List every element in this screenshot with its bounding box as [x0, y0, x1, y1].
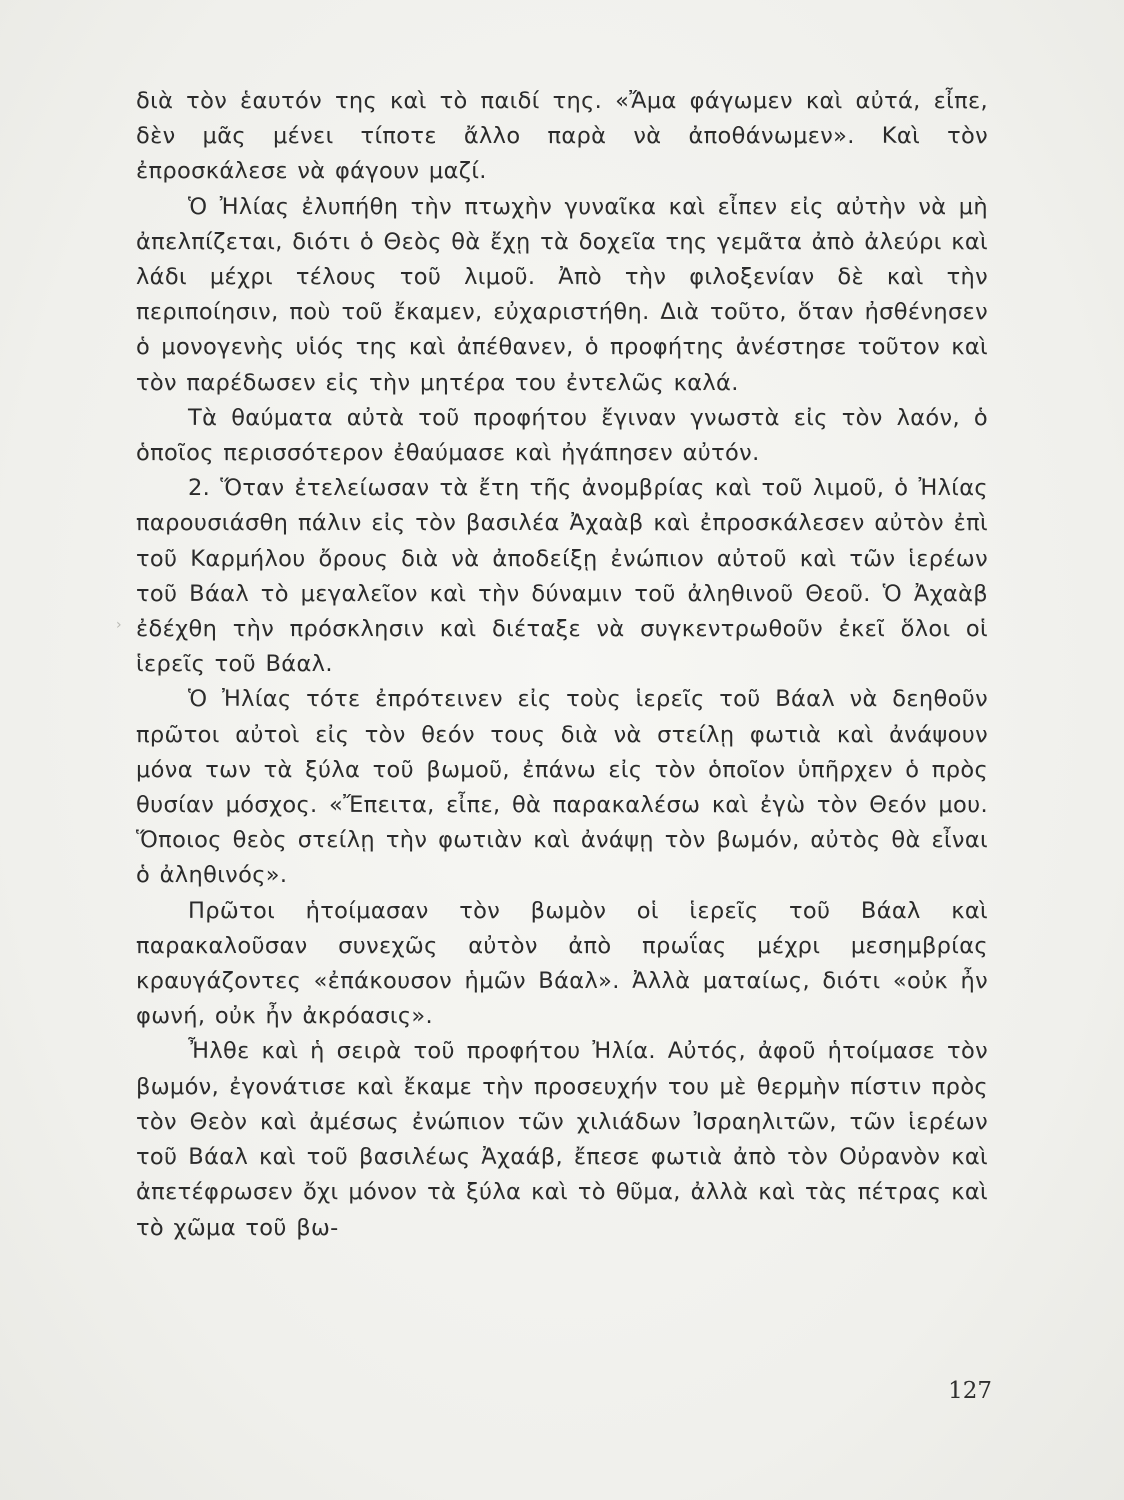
paragraph-mount-carmel: 2. Ὅταν ἐτελείωσαν τὰ ἔτη τῆς ἀνομβρίας καὶ τοῦ λιμοῦ, ὁ Ἠλίας παρουσιάσθη πάλιν εἰς τὸν βασιλέα Ἀχαὰβ καὶ ἐπροσκάλεσεν αὐτὸν ἐπὶ τοῦ Καρμήλου ὄρους διὰ νὰ ἀποδείξῃ ἐνώπιον αὐτοῦ καὶ τῶν ἱερέων τοῦ Βάαλ τὸ μεγαλεῖον καὶ τὴν δύναμιν τοῦ ἀληθινοῦ Θεοῦ. Ὁ Ἀχαὰβ ἐδέχθη τὴν πρόσκλησιν καὶ διέταξε νὰ συγκεντρωθοῦν ἐκεῖ ὅλοι οἱ ἱερεῖς τοῦ Βάαλ. [136, 475, 988, 678]
paragraph-miracles-known: Τὰ θαύματα αὐτὰ τοῦ προφήτου ἔγιναν γνωστὰ εἰς τὸν λαόν, ὁ ὁποῖος περισσότερον ἐθαύμασε καὶ ἠγάπησεν αὐτόν. [136, 404, 988, 467]
paragraph-elijah-prayer: Ἦλθε καὶ ἡ σειρὰ τοῦ προφήτου Ἠλία. Αὐτός, ἀφοῦ ἡτοίμασε τὸν βωμόν, ἐγονάτισε καὶ ἔκαμε τὴν προσευχήν του μὲ θερμὴν πίστιν πρὸς τὸν Θεὸν καὶ ἀμέσως ἐνώπιον τῶν χιλιάδων Ἰσραηλιτῶν, τῶν ἱερέων τοῦ Βάαλ καὶ τοῦ βασιλέως Ἀχαάβ, ἔπεσε φωτιὰ ἀπὸ τὸν Οὐρανὸν καὶ ἀπετέφρωσεν ὄχι μόνον τὰ ξύλα καὶ τὸ θῦμα, ἀλλὰ καὶ τὰς πέτρας καὶ τὸ χῶμα τοῦ βω- [136, 1038, 988, 1241]
page-number: 127 [948, 1378, 992, 1404]
paragraph-elijah-widow: Ὁ Ἠλίας ἐλυπήθη τὴν πτωχὴν γυναῖκα καὶ εἶπεν εἰς αὐτὴν νὰ μὴ ἀπελπίζεται, διότι ὁ Θεὸς θὰ ἔχῃ τὰ δοχεῖα της γεμᾶτα ἀπὸ ἀλεύρι καὶ λάδι μέχρι τέλους τοῦ λιμοῦ. Ἀπὸ τὴν φιλοξενίαν δὲ καὶ τὴν περιποίησιν, ποὺ τοῦ ἔκαμεν, εὐχαριστήθη. Διὰ τοῦτο, ὅταν ἠσθένησεν ὁ μονογενὴς υἱός της καὶ ἀπέθανεν, ὁ προφήτης ἀνέστησε τοῦτον καὶ τὸν παρέδωσεν εἰς τὴν μητέρα του ἐντελῶς καλά. [136, 193, 988, 396]
margin-mark: › [116, 617, 122, 633]
paragraph-continuation: διὰ τὸν ἑαυτόν της καὶ τὸ παιδί της. «Ἄμα φάγωμεν καὶ αὐτά, εἶπε, δὲν μᾶς μένει τίποτε ἄλλο παρὰ νὰ ἀποθάνωμεν». Καὶ τὸν ἐπροσκάλεσε νὰ φάγουν μαζί. [136, 88, 988, 185]
body-text [136, 84, 988, 1246]
paragraph-challenge: Ὁ Ἠλίας τότε ἐπρότεινεν εἰς τοὺς ἱερεῖς τοῦ Βάαλ νὰ δεηθοῦν πρῶτοι αὐτοὶ εἰς τὸν θεόν τους διὰ νὰ στείλῃ φωτιὰ καὶ ἀνάψουν μόνα των τὰ ξύλα τοῦ βωμοῦ, ἐπάνω εἰς τὸν ὁποῖον ὑπῆρχεν ὁ πρὸς θυσίαν μόσχος. «Ἔπειτα, εἶπε, θὰ παρακαλέσω καὶ ἐγὼ τὸν Θεόν μου. Ὅποιος θεὸς στείλῃ τὴν φωτιὰν καὶ ἀνάψῃ τὸν βωμόν, αὐτὸς θὰ εἶναι ὁ ἀληθινός». [136, 686, 988, 889]
paragraph-baal-priests: Πρῶτοι ἡτοίμασαν τὸν βωμὸν οἱ ἱερεῖς τοῦ Βάαλ καὶ παρακαλοῦσαν συνεχῶς αὐτὸν ἀπὸ πρωΐας μέχρι μεσημβρίας κραυγάζοντες «ἐπάκουσον ἡμῶν Βάαλ». Ἀλλὰ ματαίως, διότι «οὐκ ἦν φωνή, οὐκ ἦν ἀκρόασις». [136, 897, 988, 1030]
